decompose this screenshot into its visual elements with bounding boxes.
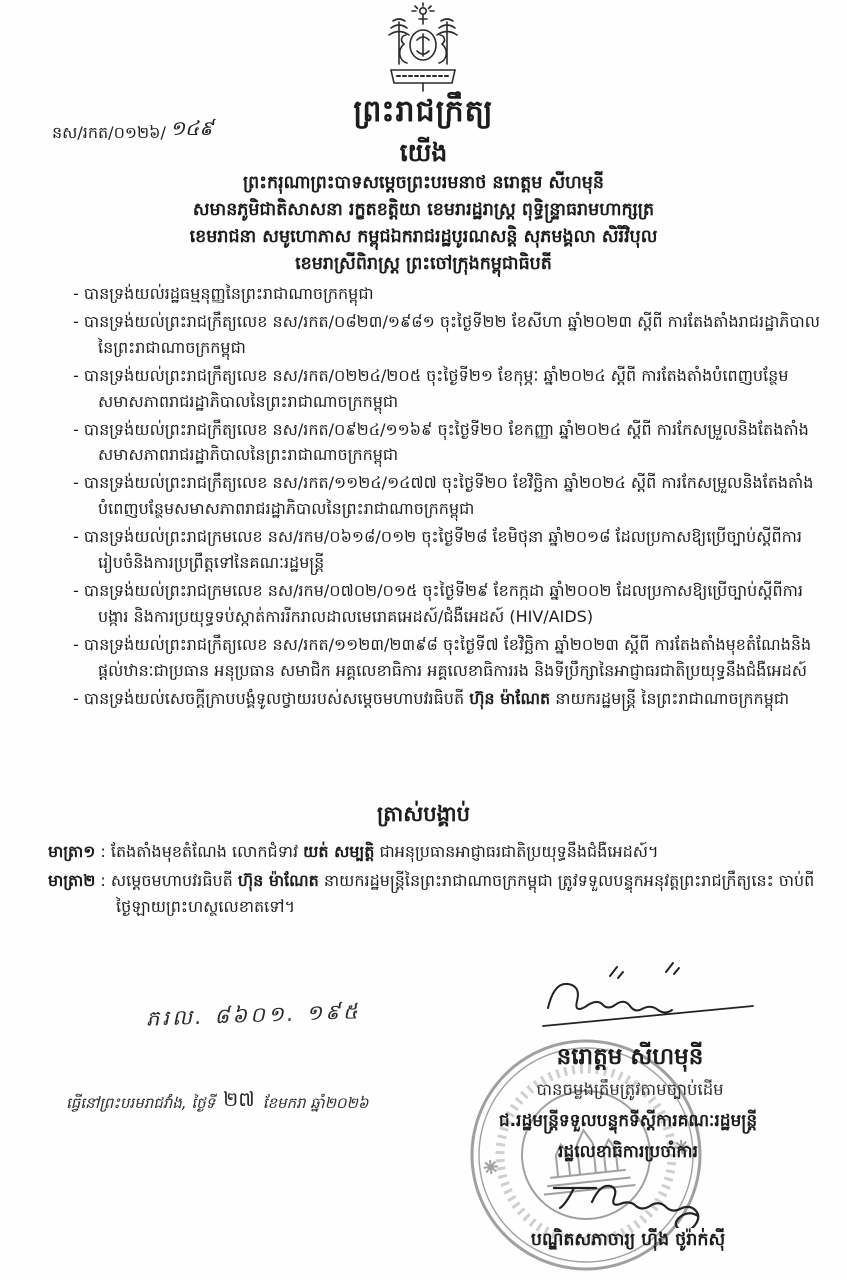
royal-titles: [30, 170, 817, 278]
royal-title-line: ព្រះករុណាព្រះបាទសម្តេចព្រះបរមនាថ នរោត្តម សីហមុនី: [242, 173, 605, 193]
list-dash: -: [73, 419, 84, 439]
order-heading: ត្រាស់បង្គាប់: [377, 802, 470, 826]
certified-copy-line: បានចម្លងត្រឹមត្រូវតាមច្បាប់ដើម: [536, 1080, 724, 1099]
place-date-suffix: ខែមករា ឆ្នាំ២០២៦: [262, 1094, 369, 1112]
body-text: បានទ្រង់យល់រដ្ឋធម្មនុញ្ញនៃព្រះរាជាណាចក្រកម្ពុជា: [83, 284, 374, 303]
delegation-title-line2: រដ្ឋលេខាធិការប្រចាំការ: [558, 1142, 698, 1162]
body-text: នាយករដ្ឋមន្ត្រីនៃព្រះរាជាណាចក្រកម្ពុជា ត្រូវទទួលបន្ទុកអនុវត្តព្រះរាជក្រឹត្យនេះ ចាប់ពីថ្ងៃឡាយព្រះហស្ថលេខាតទៅ។: [116, 870, 815, 917]
body-text: សម្តេចមហាបវរធិបតី: [110, 870, 238, 890]
royal-arms-icon: [360, 2, 486, 96]
royal-title-line: ខេមរាស្រីពិរាស្ត្រ ព្រះចៅក្រុងកម្ពុជាធិបតី: [295, 254, 552, 274]
preamble-item: [73, 417, 821, 469]
body-text: បានទ្រង់យល់ព្រះរាជក្រឹត្យលេខ នស/រកត/១១២៤/១៤៧៧ ចុះថ្ងៃទី២០ ខែវិច្ឆិកា ឆ្នាំ២០២៤ ស្តីពី ការកែសម្រួលនិងតែងតាំងបំពេញបន្ថែមសមាសភាពរាជរដ្ឋាភិបាលនៃព្រះរាជាណាចក្រកម្ពុជា: [83, 473, 814, 519]
preamble-item: [73, 363, 821, 415]
handwritten-note: ភរល. ៨៦០១. ១៩៥: [145, 999, 362, 1031]
list-dash: -: [73, 284, 84, 303]
list-dash: -: [73, 580, 84, 600]
list-dash: -: [73, 688, 84, 708]
body-text: បានទ្រង់យល់សេចក្តីក្រាបបង្គំទូលថ្វាយរបស់សម្តេចមហាបវរធិបតី: [83, 688, 470, 708]
reference-printed: នស/រកត/០១២៦/: [52, 123, 166, 142]
place-date-prefix: ធ្វើនៅព្រះបរមរាជវាំង, ថ្ងៃទី: [66, 1094, 216, 1112]
officer-signature-icon: [540, 1158, 790, 1232]
article-separator: :: [95, 842, 111, 861]
bold-name-text: យត់ សម្បត្តិ: [303, 842, 375, 861]
signer-name: បណ្ឌិតសភាចារ្យ ហ៊ីង ថូរ៉ាក់ស៊ី: [530, 1230, 726, 1250]
preamble-list: [73, 281, 821, 714]
body-text: នាយករដ្ឋមន្ត្រី នៃព្រះរាជាណាចក្រកម្ពុជា: [550, 688, 790, 708]
body-text: បានទ្រង់យល់ព្រះរាជក្រឹត្យលេខ នស/រកត/០២២៤/២០៥ ចុះថ្ងៃទី២១ ខែកុម្ភៈ ឆ្នាំ២០២៤ ស្តីពី ការតែងតាំងបំពេញបន្ថែមសមាសភាពរាជរដ្ឋាភិបាលនៃព្រះរាជាណាចក្រកម្ពុជា: [83, 365, 789, 411]
preamble-item: [73, 578, 821, 630]
bold-name-text: ហ៊ុន ម៉ាណែត: [469, 688, 551, 708]
list-dash: -: [73, 634, 84, 654]
bold-name-text: ហ៊ុន ម៉ាណែត: [237, 870, 319, 890]
article-label: មាត្រា២: [48, 870, 96, 890]
preamble-item: [73, 470, 821, 522]
handwritten-day: ២៧: [223, 1087, 255, 1111]
list-dash: -: [73, 365, 84, 385]
document-title: ព្រះរាជក្រឹត្យ: [353, 94, 494, 129]
we-heading: យើង: [399, 138, 448, 167]
preamble-item: [73, 632, 821, 684]
body-text: បានទ្រង់យល់ព្រះរាជក្រមលេខ នស/រកម/០៦១៨/០១២ ចុះថ្ងៃទី២៨ ខែមិថុនា ឆ្នាំ២០១៨ ដែលប្រកាសឱ្យប្រើច្បាប់ស្តីពីការរៀបចំនិងការប្រព្រឹត្តទៅនៃគណៈរដ្ឋមន្ត្រី: [83, 527, 802, 573]
preamble-item: [73, 686, 821, 712]
royal-title-line: ខេមរាជនា សមូហោភាស កម្ពុជឯករាជរដ្ឋបូរណសន្តិ សុភមង្គលា សិរីវិបុល: [189, 227, 658, 247]
articles: [48, 839, 820, 923]
reference-handwritten: ១៤៩: [169, 116, 214, 140]
list-dash: -: [73, 473, 84, 493]
place-date-line: [66, 1088, 369, 1118]
delegation-title-line1: ជ.រដ្ឋមន្ត្រីទទួលបន្ទុកទីស្តីការគណៈរដ្ឋមន្ត្រី: [498, 1111, 758, 1131]
article-label: មាត្រា១: [48, 842, 96, 861]
body-text: ជាអនុប្រធានអាជ្ញាធរជាតិប្រយុទ្ធនឹងជំងឺអេដស៍។: [374, 842, 659, 861]
body-text: បានទ្រង់យល់ព្រះរាជក្រឹត្យលេខ នស/រកត/០៩២៤/១១៦៩ ចុះថ្ងៃទី២០ ខែកញ្ញា ឆ្នាំ២០២៤ ស្តីពី ការកែសម្រួលនិងតែងតាំងសមាសភាពរាជរដ្ឋាភិបាលនៃព្រះរាជាណាចក្រកម្ពុជា: [83, 419, 809, 465]
preamble-item: [73, 309, 821, 361]
preamble-item: [73, 281, 821, 307]
list-dash: -: [73, 527, 84, 547]
body-text: បានទ្រង់យល់ព្រះរាជក្រឹត្យលេខ នស/រកត/១១២៣/២៣៩៨ ចុះថ្ងៃទី៧ ខែវិច្ឆិកា ឆ្នាំ២០២៣ ស្តីពី ការតែងតាំងមុខតំណែងនិងផ្តល់ឋានៈជាប្រធាន អនុប្រធាន សមាជិក អគ្គលេខាធិការ អគ្គលេខាធិការរង និងទីប្រឹក្សានៃអាជ្ញាធរជាតិប្រយុទ្ធនឹងជំងឺអេដស៍: [83, 634, 812, 680]
body-text: បានទ្រង់យល់ព្រះរាជក្រមលេខ នស/រកម/០៧០២/០១៥ ចុះថ្ងៃទី២៩ ខែកក្កដា ឆ្នាំ២០០២ ដែលប្រកាសឱ្យប្រើច្បាប់ស្តីពីការបង្ការ និងការប្រយុទ្ធទប់ស្កាត់ការរីករាលដាលមេរោគអេដស៍/ជំងឺអេដស៍ (HIV/AIDS): [83, 580, 803, 626]
body-text: តែងតាំងមុខតំណែង លោកជំទាវ: [110, 842, 304, 861]
king-name: នរោត្តម សីហមុនី: [556, 1044, 704, 1070]
preamble-item: [73, 524, 821, 576]
article: [48, 868, 820, 921]
article-separator: :: [95, 870, 111, 890]
royal-title-line: សមានភូមិជាតិសាសនា រក្ខតខត្តិយា ខេមរារដ្ឋរាស្ត្រ ពុទ្ធិន្ទ្រាធរាមហាក្សត្រ: [192, 200, 655, 220]
body-text: បានទ្រង់យល់ព្រះរាជក្រឹត្យលេខ នស/រកត/០៨២៣/១៩៨១ ចុះថ្ងៃទី២២ ខែសីហា ឆ្នាំ២០២៣ ស្តីពី ការតែងតាំងរាជរដ្ឋាភិបាលនៃព្រះរាជាណាចក្រកម្ពុជា: [83, 311, 820, 357]
king-signature-icon: [538, 960, 768, 1039]
list-dash: -: [73, 311, 84, 331]
article: [48, 839, 820, 866]
